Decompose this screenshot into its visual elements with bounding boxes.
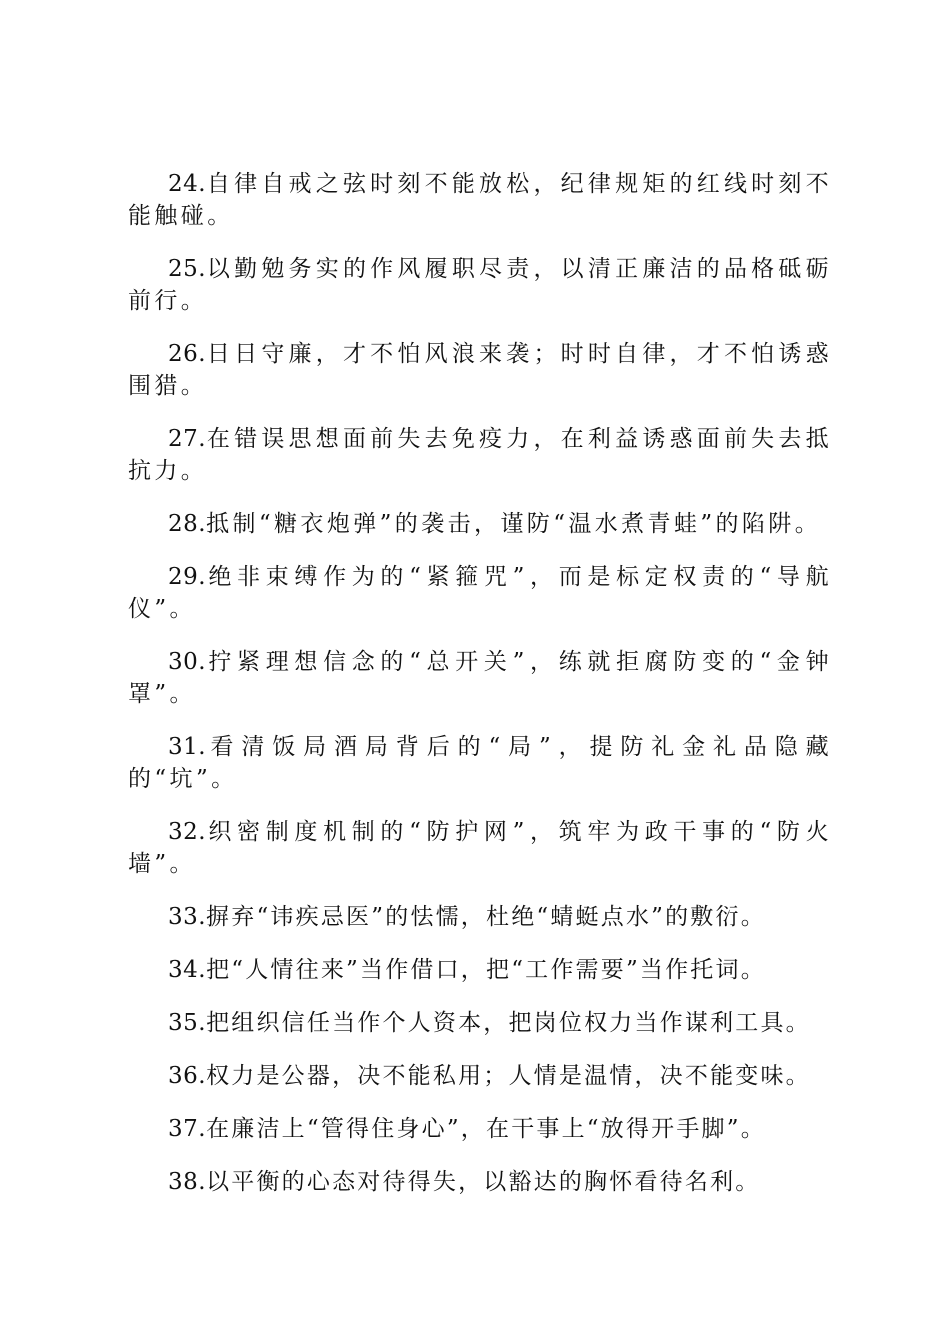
item-text: 摒弃“讳疾忌医”的怯懦，杜绝“蜻蜓点水”的敷衍。: [206, 904, 766, 930]
list-item: [128, 816, 832, 880]
item-number: 24.: [168, 171, 207, 197]
item-number: 25.: [168, 256, 207, 282]
list-item: [128, 1113, 832, 1145]
item-number: 28.: [168, 511, 207, 537]
item-number: 29.: [168, 564, 207, 590]
list-item: [128, 508, 832, 540]
item-number: 32.: [168, 819, 207, 845]
list-item: [128, 1060, 832, 1092]
item-text: 把组织信任当作个人资本，把岗位权力当作谋利工具。: [206, 1010, 811, 1036]
item-number: 37.: [168, 1116, 207, 1142]
list-item: [128, 901, 832, 933]
list-item: [128, 253, 832, 317]
item-text: 权力是公器，决不能私用；人情是温情，决不能变味。: [206, 1063, 811, 1089]
item-number: 26.: [168, 341, 207, 367]
item-text: 以平衡的心态对待得失，以豁达的胸怀看待名利。: [206, 1169, 761, 1195]
list-item: [128, 423, 832, 487]
list-item: [128, 1007, 832, 1039]
item-number: 36.: [168, 1063, 207, 1089]
item-text: 看清饭局酒局背后的“局”，提防礼金礼品隐藏的“坑”。: [128, 734, 832, 792]
item-text: 自律自戒之弦时刻不能放松，纪律规矩的红线时刻不能触碰。: [128, 171, 832, 229]
list-item: [128, 168, 832, 232]
item-text: 在错误思想面前失去免疫力，在利益诱惑面前失去抵抗力。: [128, 426, 832, 484]
item-text: 把“人情往来”当作借口，把“工作需要”当作托词。: [206, 957, 766, 983]
item-number: 38.: [168, 1169, 207, 1195]
list-item: [128, 338, 832, 402]
item-number: 33.: [168, 904, 207, 930]
item-text: 抵制“糖衣炮弹”的袭击，谨防“温水煮青蛙”的陷阱。: [206, 511, 822, 537]
list-item: [128, 646, 832, 710]
item-number: 30.: [168, 649, 207, 675]
item-text: 以勤勉务实的作风履职尽责，以清正廉洁的品格砥砺前行。: [128, 256, 832, 314]
item-text: 织密制度机制的“防护网”，筑牢为政干事的“防火墙”。: [128, 819, 832, 877]
item-number: 27.: [168, 426, 207, 452]
list-item: [128, 1166, 832, 1198]
item-text: 在廉洁上“管得住身心”，在干事上“放得开手脚”。: [206, 1116, 766, 1142]
list-item: [128, 561, 832, 625]
item-number: 35.: [168, 1010, 207, 1036]
item-number: 34.: [168, 957, 207, 983]
item-text: 绝非束缚作为的“紧箍咒”，而是标定权责的“导航仪”。: [128, 564, 832, 622]
item-text: 日日守廉，才不怕风浪来袭；时时自律，才不怕诱惑围猎。: [128, 341, 832, 399]
document-body: [128, 168, 832, 1219]
item-number: 31.: [168, 734, 207, 760]
item-text: 拧紧理想信念的“总开关”，练就拒腐防变的“金钟罩”。: [128, 649, 832, 707]
list-item: [128, 731, 832, 795]
list-item: [128, 954, 832, 986]
